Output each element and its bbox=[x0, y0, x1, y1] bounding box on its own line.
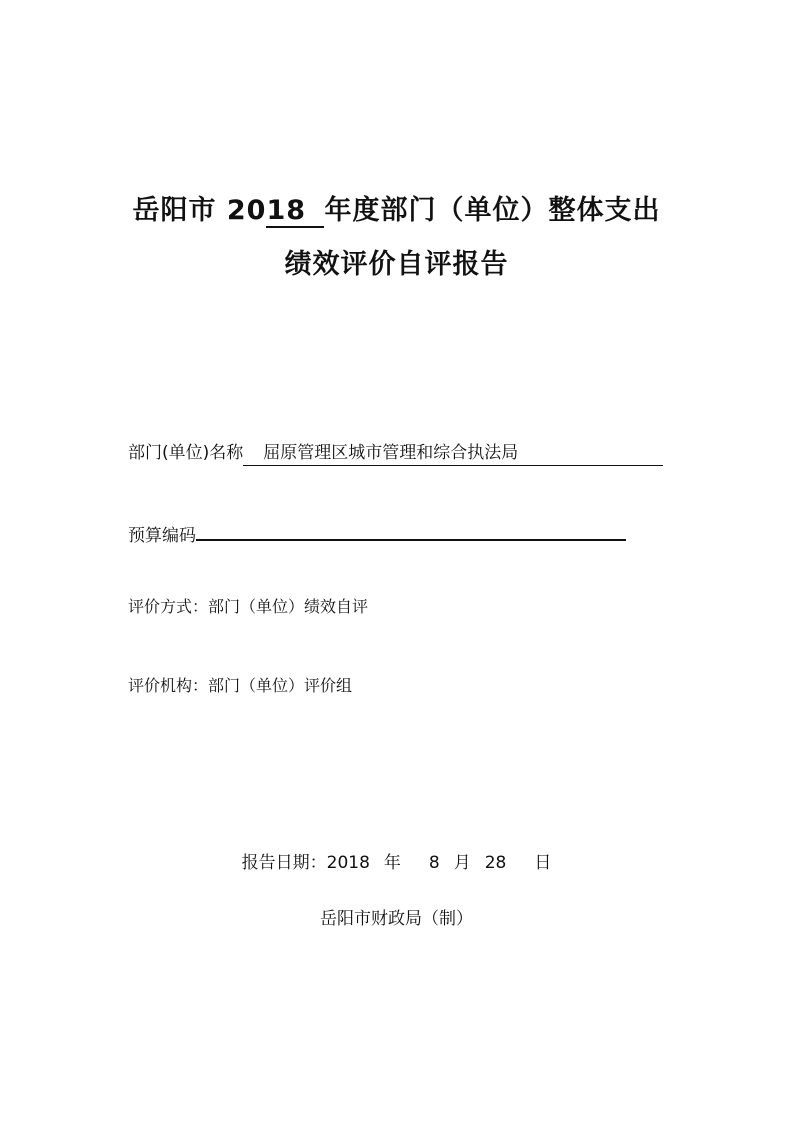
report-date-month: 8 bbox=[428, 853, 440, 873]
evaluation-org-value: 部门（单位）评价组 bbox=[208, 676, 353, 695]
report-date-row bbox=[0, 848, 793, 873]
dept-name-row bbox=[128, 438, 663, 466]
title-prefix: 岳阳市 20 bbox=[132, 195, 267, 226]
dept-name-value: 屈原管理区城市管理和综合执法局 bbox=[243, 441, 663, 466]
evaluation-org-label: 评价机构： bbox=[128, 676, 209, 695]
report-date-label: 报告日期： bbox=[241, 853, 327, 873]
report-date-year-unit: 年 bbox=[383, 853, 401, 873]
budget-code-label: 预算编码 bbox=[128, 526, 196, 546]
evaluation-method-row bbox=[128, 594, 368, 617]
dept-name-label: 部门(单位)名称 bbox=[128, 443, 244, 463]
title-year-blank: 18 bbox=[266, 196, 324, 228]
report-date-year: 2018 bbox=[326, 853, 370, 873]
report-date-month-unit: 月 bbox=[453, 853, 471, 873]
evaluation-method-value: 部门（单位）绩效自评 bbox=[208, 597, 369, 616]
report-title-line-1 bbox=[0, 188, 793, 228]
report-date-day-unit: 日 bbox=[534, 853, 552, 873]
issuer-line: 岳阳市财政局（制） bbox=[320, 909, 473, 929]
report-title-line-2: 绩效评价自评报告 bbox=[284, 249, 509, 280]
budget-code-row bbox=[128, 515, 626, 546]
report-date-day: 28 bbox=[484, 853, 507, 873]
evaluation-method-label: 评价方式： bbox=[128, 597, 209, 616]
evaluation-org-row bbox=[128, 673, 352, 696]
title-suffix: 年度部门（单位）整体支出 bbox=[324, 195, 661, 226]
budget-code-blank bbox=[196, 515, 626, 541]
